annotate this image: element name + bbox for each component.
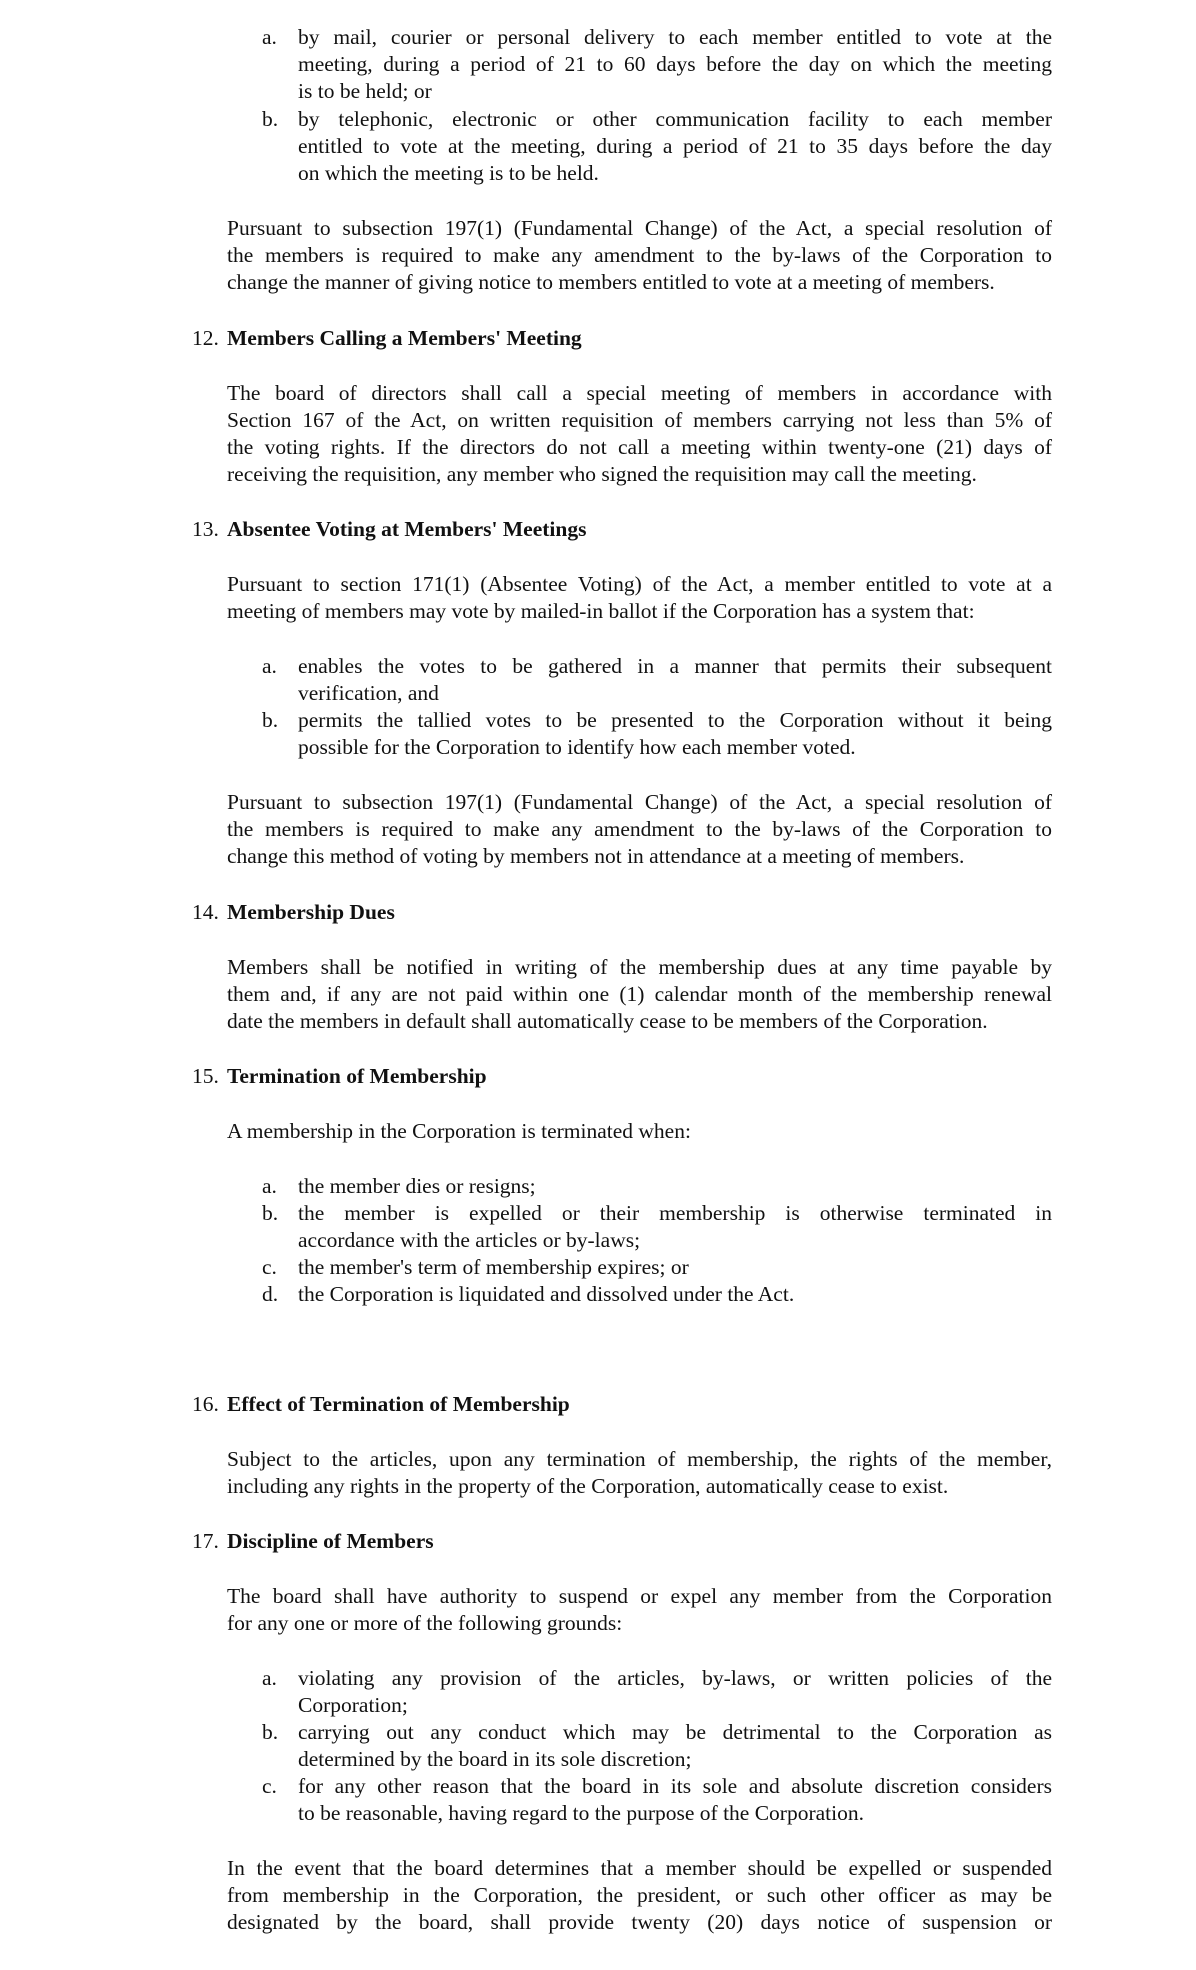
paragraph-line: Pursuant to subsection 197(1) (Fundamental Change) of the Act, a special resolution of <box>227 216 1052 240</box>
paragraph-line: them and, if any are not paid within one (1) calendar month of the membership renewal <box>227 982 1052 1006</box>
list-item-line: permits the tallied votes to be presented to the Corporation without it being <box>298 708 1052 732</box>
list-item-line: by mail, courier or personal delivery to each member entitled to vote at the <box>298 25 1052 49</box>
list-label: b. <box>262 107 279 131</box>
section-number: 15. <box>192 1064 219 1088</box>
list-item-line: for any other reason that the board in its sole and absolute discretion considers <box>298 1774 1052 1798</box>
list-item-line: violating any provision of the articles, by-laws, or written policies of the <box>298 1666 1052 1690</box>
list-item-line: the Corporation is liquidated and dissolved under the Act. <box>298 1282 795 1306</box>
section-number: 13. <box>192 517 219 541</box>
list-item-line: determined by the board in its sole discretion; <box>298 1747 692 1771</box>
paragraph-line: change this method of voting by members not in attendance at a meeting of members. <box>227 844 965 868</box>
section-number: 14. <box>192 900 219 924</box>
section-number: 16. <box>192 1392 219 1416</box>
list-label: a. <box>262 25 277 49</box>
list-item-line: the member dies or resigns; <box>298 1174 536 1198</box>
paragraph-line: change the manner of giving notice to members entitled to vote at a meeting of members. <box>227 270 995 294</box>
paragraph-line: Pursuant to subsection 197(1) (Fundamental Change) of the Act, a special resolution of <box>227 790 1052 814</box>
list-label: d. <box>262 1282 279 1306</box>
list-label: c. <box>262 1255 277 1279</box>
section-heading: Discipline of Members <box>227 1529 434 1553</box>
list-item-line: verification, and <box>298 681 439 705</box>
list-item-line: enables the votes to be gathered in a manner that permits their subsequent <box>298 654 1052 678</box>
paragraph-line: Pursuant to section 171(1) (Absentee Voting) of the Act, a member entitled to vote at a <box>227 572 1052 596</box>
paragraph-line: the voting rights. If the directors do not call a meeting within twenty-one (21) days of <box>227 435 1052 459</box>
list-item-line: on which the meeting is to be held. <box>298 161 599 185</box>
list-item-line: Corporation; <box>298 1693 408 1717</box>
section-heading: Membership Dues <box>227 900 395 924</box>
section-heading: Absentee Voting at Members' Meetings <box>227 517 587 541</box>
list-item-line: meeting, during a period of 21 to 60 days before the day on which the meeting <box>298 52 1052 76</box>
paragraph-line: Section 167 of the Act, on written requisition of members carrying not less than 5% of <box>227 408 1052 432</box>
paragraph-line: including any rights in the property of the Corporation, automatically cease to exist. <box>227 1474 949 1498</box>
list-label: a. <box>262 1666 277 1690</box>
list-item-line: accordance with the articles or by-laws; <box>298 1228 641 1252</box>
list-item-line: carrying out any conduct which may be detrimental to the Corporation as <box>298 1720 1052 1744</box>
list-label: b. <box>262 1201 279 1225</box>
section-heading: Termination of Membership <box>227 1064 487 1088</box>
paragraph-line: meeting of members may vote by mailed-in ballot if the Corporation has a system that: <box>227 599 975 623</box>
paragraph-line: the members is required to make any amendment to the by-laws of the Corporation to <box>227 243 1052 267</box>
list-item-line: is to be held; or <box>298 79 432 103</box>
list-item-line: the member is expelled or their membership is otherwise terminated in <box>298 1201 1052 1225</box>
list-item-line: possible for the Corporation to identify how each member voted. <box>298 735 856 759</box>
paragraph-line: In the event that the board determines that a member should be expelled or suspended <box>227 1856 1052 1880</box>
list-label: b. <box>262 708 279 732</box>
list-item-line: the member's term of membership expires; or <box>298 1255 689 1279</box>
paragraph-line: from membership in the Corporation, the president, or such other officer as may be <box>227 1883 1052 1907</box>
paragraph-line: the members is required to make any amendment to the by-laws of the Corporation to <box>227 817 1052 841</box>
list-item-line: entitled to vote at the meeting, during a period of 21 to 35 days before the day <box>298 134 1052 158</box>
list-label: c. <box>262 1774 277 1798</box>
list-item-line: to be reasonable, having regard to the purpose of the Corporation. <box>298 1801 864 1825</box>
section-number: 17. <box>192 1529 219 1553</box>
paragraph-line: The board of directors shall call a special meeting of members in accordance with <box>227 381 1052 405</box>
paragraph-line: The board shall have authority to suspend or expel any member from the Corporation <box>227 1584 1052 1608</box>
section-number: 12. <box>192 326 219 350</box>
paragraph-line: date the members in default shall automatically cease to be members of the Corporation. <box>227 1009 988 1033</box>
paragraph-line: A membership in the Corporation is terminated when: <box>227 1119 691 1143</box>
paragraph-line: for any one or more of the following grounds: <box>227 1611 623 1635</box>
paragraph-line: receiving the requisition, any member who signed the requisition may call the meeting. <box>227 462 977 486</box>
paragraph-line: Subject to the articles, upon any termination of membership, the rights of the member, <box>227 1447 1052 1471</box>
list-label: b. <box>262 1720 279 1744</box>
section-heading: Members Calling a Members' Meeting <box>227 326 582 350</box>
paragraph-line: designated by the board, shall provide twenty (20) days notice of suspension or <box>227 1910 1052 1934</box>
paragraph-line: Members shall be notified in writing of the membership dues at any time payable by <box>227 955 1052 979</box>
list-label: a. <box>262 1174 277 1198</box>
list-item-line: by telephonic, electronic or other communication facility to each member <box>298 107 1052 131</box>
list-label: a. <box>262 654 277 678</box>
section-heading: Effect of Termination of Membership <box>227 1392 570 1416</box>
